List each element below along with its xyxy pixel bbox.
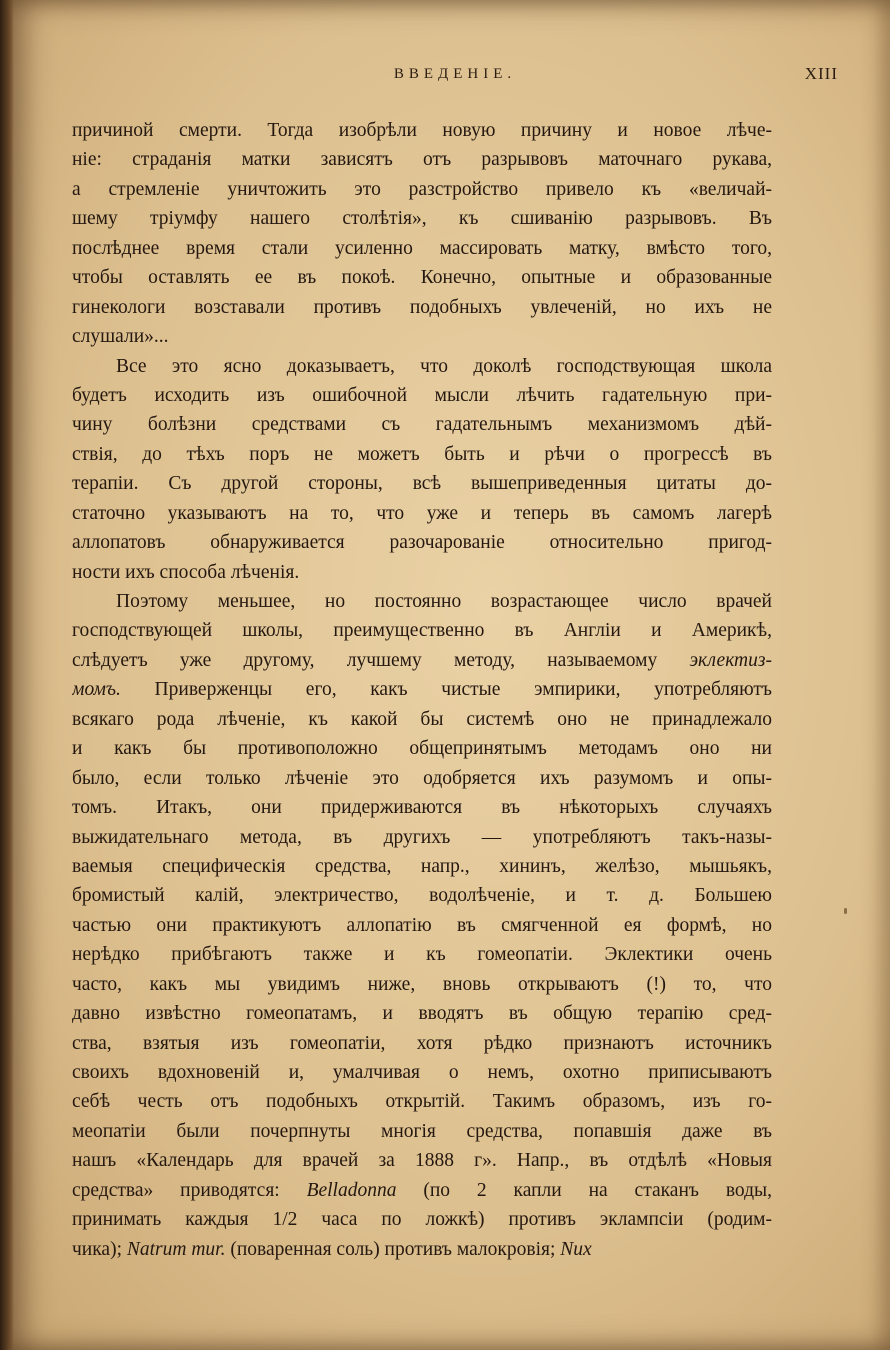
- text-line: Поэтому меньшее, но постоянно возрастающее число врачей: [116, 591, 772, 612]
- text-line: нашъ «Календарь для врачей за 1888 г». Напр., въ отдѣлѣ «Новыя: [72, 1150, 772, 1172]
- text-line: меопатіи были почерпнуты многія средства, попавшія даже въ: [72, 1120, 772, 1142]
- text-line: будетъ исходить изъ ошибочной мысли лѣчить гадательную при-: [72, 384, 772, 406]
- text-line: господствующей школы, преимущественно въ Англіи и Америкѣ,: [72, 620, 772, 642]
- paragraph: [72, 587, 772, 1264]
- text-line: ствія, до тѣхъ поръ не можетъ быть и рѣчи о прогрессѣ въ: [72, 443, 772, 465]
- text-line: слушали»...: [72, 326, 169, 348]
- text-line: послѣднее время стали усиленно массировать матку, вмѣсто того,: [72, 237, 772, 259]
- text-line: чика); Natrum mur. (поваренная соль) противъ малокровія; Nux: [72, 1238, 592, 1260]
- text-line: терапіи. Съ другой стороны, всѣ вышеприведенныя цитаты до-: [72, 473, 772, 495]
- running-head: ВВЕДЕНІЕ.: [393, 66, 517, 82]
- text-line: часто, какъ мы увидимъ ниже, вновь открываютъ (!) то, что: [72, 973, 772, 995]
- text-line: а стремленіе уничтожить это разстройство привело къ «величай-: [72, 178, 772, 200]
- text-line: своихъ вдохновеній и, умалчивая о немъ, охотно приписываютъ: [72, 1062, 772, 1083]
- body-text: [72, 116, 772, 1264]
- text-line: момъ. Приверженцы его, какъ чистые эмпирики, употребляютъ: [72, 679, 772, 701]
- text-line: выжидательнаго метода, въ другихъ — употребляютъ такъ-назы-: [72, 826, 772, 848]
- text-line: ніе: страданія матки зависятъ отъ разрывовъ маточнаго рукава,: [72, 149, 772, 171]
- text-line: принимать каждыя 1/2 часа по ложкѣ) противъ эклампсіи (родим-: [72, 1209, 772, 1231]
- text-line: шему тріумфу нашего столѣтія», къ сшиванію разрывовъ. Въ: [72, 208, 772, 230]
- text-line: себѣ честь отъ подобныхъ открытій. Такимъ образомъ, изъ го-: [72, 1091, 772, 1113]
- text-line: гинекологи возставали противъ подобныхъ увлеченій, но ихъ не: [72, 296, 772, 318]
- text-line: бромистый калій, электричество, водолѣченіе, и т. д. Большею: [72, 885, 772, 907]
- paragraph: [72, 352, 772, 588]
- text-line: было, если только лѣченіе это одобряется ихъ разумомъ и опы-: [72, 767, 772, 789]
- text-line: давно извѣстно гомеопатамъ, и вводятъ въ общую терапію сред-: [72, 1003, 772, 1025]
- text-line: ства, взятыя изъ гомеопатіи, хотя рѣдко признаютъ источникъ: [72, 1032, 772, 1054]
- text-line: чтобы оставлять ее въ покоѣ. Конечно, опытные и образованные: [72, 267, 772, 289]
- text-line: и какъ бы противоположно общепринятымъ методамъ оно ни: [72, 738, 772, 760]
- text-line: аллопатовъ обнаруживается разочарованіе относительно пригод-: [72, 532, 772, 554]
- text-line: чину болѣзни средствами съ гадательнымъ механизмомъ дѣй-: [72, 414, 772, 436]
- paper-speck: [844, 908, 847, 914]
- text-line: статочно указываютъ на то, что уже и теперь въ самомъ лагерѣ: [72, 502, 772, 524]
- text-line: томъ. Итакъ, они придерживаются въ нѣкоторыхъ случаяхъ: [72, 797, 772, 819]
- paragraph: [72, 116, 772, 352]
- page-header: [72, 62, 838, 92]
- text-line: средства» приводятся: Belladonna (по 2 капли на стаканъ воды,: [72, 1179, 772, 1201]
- text-line: причиной смерти. Тогда изобрѣли новую причину и новое лѣче-: [72, 120, 772, 141]
- text-line: ности ихъ способа лѣченія.: [72, 561, 300, 583]
- text-line: частью они практикуютъ аллопатію въ смягченной ея формѣ, но: [72, 914, 772, 936]
- text-line: нерѣдко прибѣгаютъ также и къ гомеопатіи. Эклектики очень: [72, 944, 772, 966]
- text-line: ваемыя специфическія средства, напр., хининъ, желѣзо, мышьякъ,: [72, 855, 772, 877]
- text-line: всякаго рода лѣченіе, къ какой бы системѣ оно не принадлежало: [72, 708, 772, 730]
- book-spine-shadow: [0, 0, 14, 1350]
- page-number: XIII: [804, 64, 838, 83]
- text-line: Все это ясно доказываетъ, что доколѣ господствующая школа: [116, 355, 772, 377]
- text-line: слѣдуетъ уже другому, лучшему методу, называемому эклектиз-: [72, 649, 772, 671]
